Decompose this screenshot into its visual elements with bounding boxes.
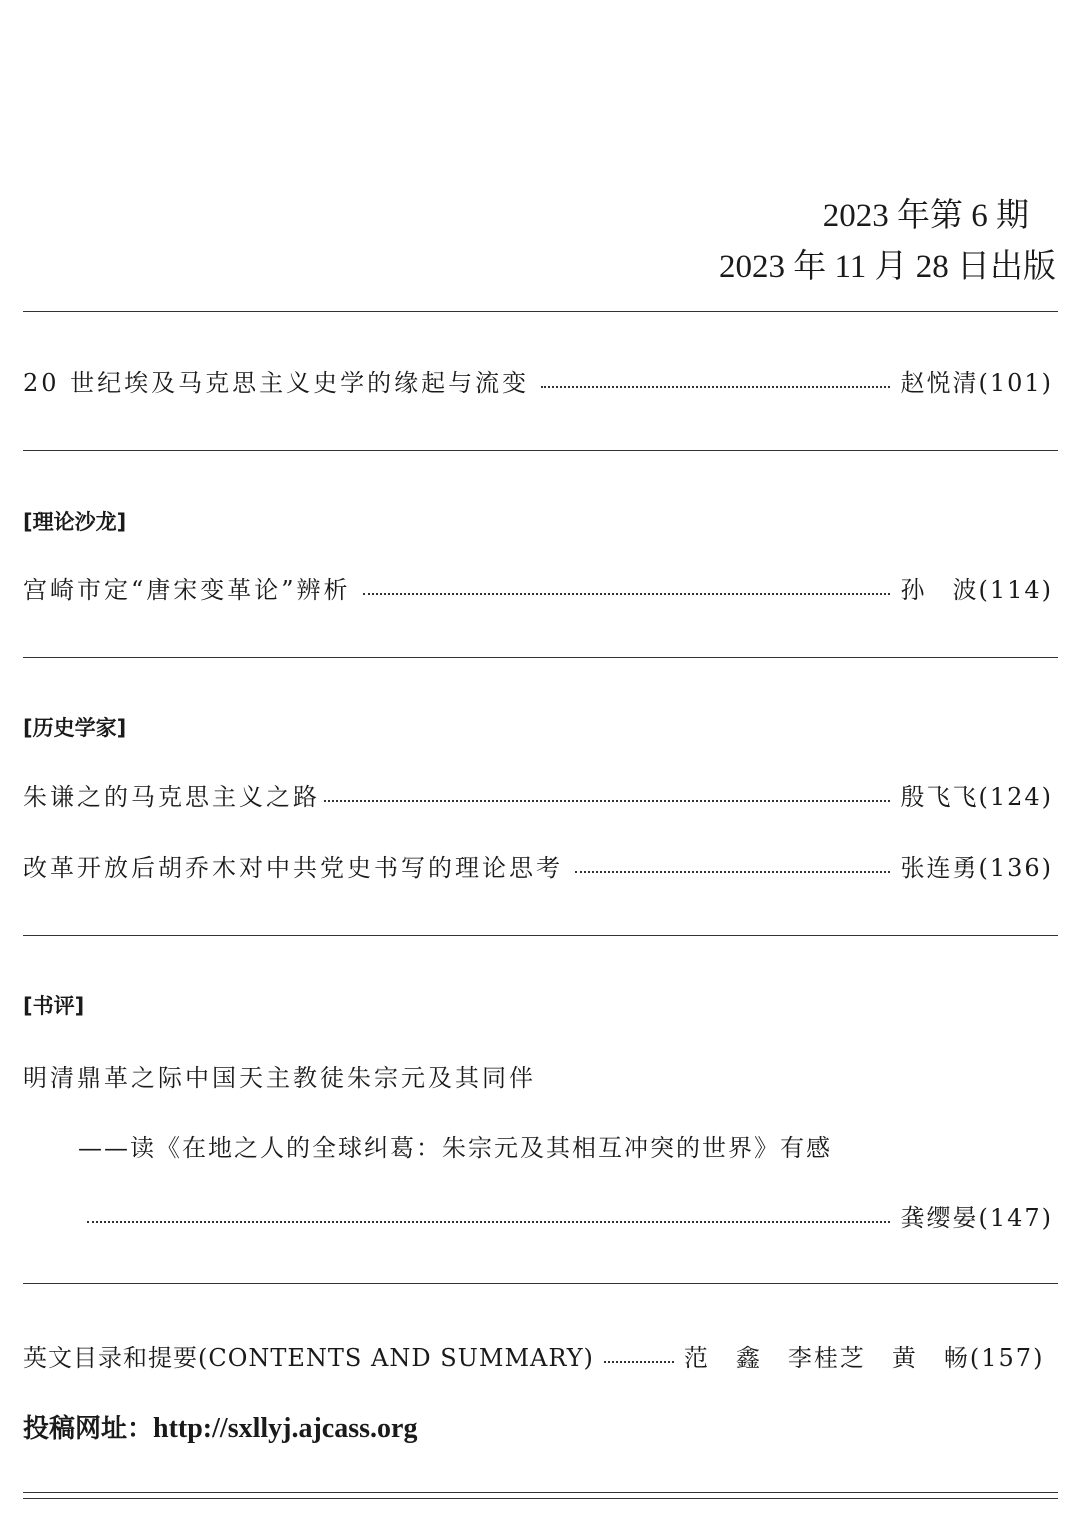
entry-author-page: 孙 波(114) [900, 575, 1053, 604]
entry-title: 改革开放后胡乔木对中共党史书写的理论思考 [23, 853, 563, 882]
toc-entry[interactable] [23, 845, 1053, 885]
divider [23, 311, 1058, 312]
entry-title[interactable]: 明清鼎革之际中国天主教徒朱宗元及其同伴 [23, 1064, 536, 1092]
divider [23, 1492, 1058, 1493]
entry-title: 朱谦之的马克思主义之路 [23, 782, 320, 811]
toc-entry[interactable] [23, 774, 1053, 814]
dot-leader [324, 774, 890, 814]
entry-subtitle: ——读《在地之人的全球纠葛：朱宗元及其相互冲突的世界》有感 [78, 1134, 832, 1162]
publication-date: 2023 年 11 月 28 日出版 [718, 249, 1056, 285]
entry-title: 英文目录和提要(CONTENTS AND SUMMARY) [23, 1343, 594, 1372]
entry-author-page: 殷飞飞(124) [900, 782, 1053, 811]
entry-author-page: 张连勇(136) [900, 853, 1053, 882]
divider [23, 657, 1058, 658]
issue-number: 2023 年第 6 期 [822, 198, 1029, 234]
section-heading: [理论沙龙] [23, 510, 127, 534]
entry-title: 宫崎市定“唐宋变革论”辨析 [23, 575, 351, 604]
entry-author-page: 赵悦清(101) [900, 368, 1053, 397]
dot-leader [363, 567, 891, 607]
dot-leader [87, 1195, 890, 1235]
dot-leader [604, 1335, 674, 1375]
section-heading: [历史学家] [23, 716, 127, 740]
toc-entry[interactable] [23, 1195, 1053, 1235]
entry-author-page: 范 鑫 李桂芝 黄 畅(157) [683, 1343, 1045, 1372]
dot-leader [541, 360, 890, 400]
toc-entry[interactable] [23, 567, 1053, 607]
section-heading: [书评] [23, 994, 85, 1018]
divider [23, 935, 1058, 936]
toc-entry[interactable] [23, 360, 1053, 400]
site-label: 投稿网址： [23, 1414, 154, 1444]
entry-title: 20 世纪埃及马克思主义史学的缘起与流变 [23, 368, 530, 397]
toc-entry[interactable] [23, 1335, 1053, 1375]
entry-author-page: 龚缨晏(147) [900, 1203, 1053, 1232]
dot-leader [575, 845, 890, 885]
divider [23, 1498, 1058, 1499]
divider [23, 1283, 1058, 1284]
submission-website[interactable] [23, 1408, 417, 1445]
site-url[interactable]: http://sxllyj.ajcass.org [153, 1413, 418, 1444]
divider [23, 450, 1058, 451]
